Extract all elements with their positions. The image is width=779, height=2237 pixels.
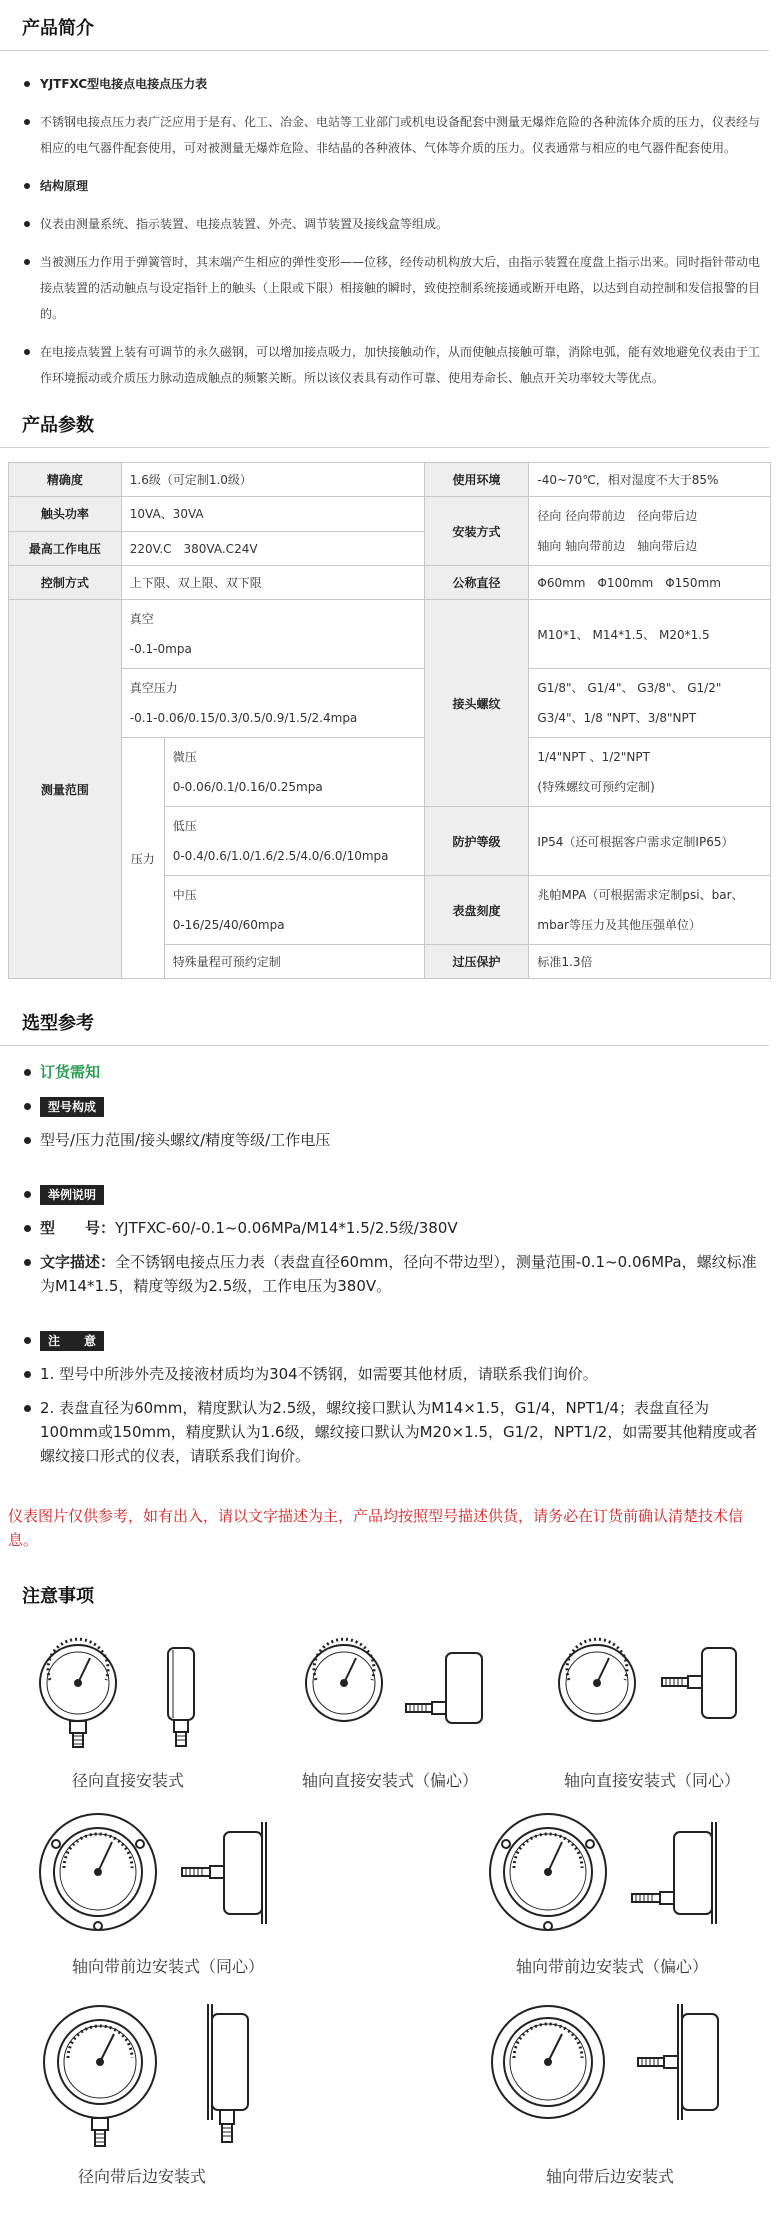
caption-6: 径向带后边安装式 <box>78 2167 207 2186</box>
cell-mount <box>529 497 771 566</box>
intro-model: YJTFXC型电接点电接点压力表 <box>18 71 761 97</box>
cell-env-label: 使用环境 <box>424 463 529 497</box>
note-tag: 注 意 <box>40 1331 104 1351</box>
thread-line-5: (特殊螺纹可预约定制) <box>537 780 655 794</box>
caption-5: 轴向带前边安装式（偏心） <box>516 1957 709 1976</box>
cell-mount-label: 安装方式 <box>424 497 529 566</box>
cell-env: -40~70℃，相对湿度不大于85% <box>529 463 771 497</box>
diagram-radial-rear-flange <box>28 2000 278 2150</box>
cell-contact-label: 触头功率 <box>9 497 122 532</box>
attention-title: 注意事项 <box>22 1586 94 1607</box>
intro-structure: 仪表由测量系统、指示装置、电接点装置、外壳、调节装置及接线盒等组成。 <box>18 211 761 237</box>
cell-compound <box>121 669 424 738</box>
mid-value: 0-16/25/40/60mpa <box>172 918 285 932</box>
caption-1: 径向直接安装式 <box>72 1771 185 1790</box>
diagram-axial-rear-flange <box>478 2000 728 2150</box>
thread-lines-2-3 <box>529 669 771 738</box>
cell-dial-label: 表盘刻度 <box>424 876 529 945</box>
diagram-axial-front-flange-concentric <box>28 1804 278 1944</box>
type-row <box>18 1216 761 1240</box>
thread-line-1: M10*1、 M14*1.5、 M20*1.5 <box>529 600 771 669</box>
cell-accuracy: 1.6级（可定制1.0级） <box>121 463 424 497</box>
caption-7: 轴向带后边安装式 <box>546 2167 675 2186</box>
note-2: 2. 表盘直径为60mm，精度默认为2.5级，螺纹接口默认为M14×1.5，G1/4，NPT1/4；表盘直径为100mm或150mm，精度默认为1.6级，螺纹接口默认为M20×1.5，G1/2，NPT1/2，如需要其他精度或者螺纹接口形式的仪表，请联系我们询价。 <box>18 1396 761 1468</box>
type-label: 型 号： <box>40 1219 116 1237</box>
cell-special: 特殊量程可预约定制 <box>164 945 424 979</box>
intro-list <box>0 51 779 391</box>
intro-magnet: 在电接点装置上装有可调节的永久磁钢，可以增加接点吸力，加快接触动作，从而使触点接触可靠，消除电弧，能有效地避免仪表由于工作环境振动或介质压力脉动造成触点的频繁关断。所以该仪表具有动作可靠、使用寿命长、触点开关功率较大等优点。 <box>18 339 761 391</box>
vacuum-label: 真空 <box>129 612 154 626</box>
caption-2: 轴向直接安装式（偏心） <box>302 1771 479 1790</box>
compound-label: 真空压力 <box>129 681 178 695</box>
cell-contact: 10VA、30VA <box>121 497 424 532</box>
cell-overload-label: 过压保护 <box>424 945 529 979</box>
cell-overload: 标准1.3倍 <box>529 945 771 979</box>
spec-table <box>8 462 771 979</box>
diagram-axial-direct-concentric <box>552 1628 752 1758</box>
cell-micro <box>164 738 424 807</box>
diagram-radial-direct <box>28 1628 228 1758</box>
cell-range-label: 测量范围 <box>9 600 122 979</box>
micro-value: 0-0.06/0.1/0.16/0.25mpa <box>172 780 323 794</box>
model-tag: 型号构成 <box>40 1097 104 1117</box>
cell-accuracy-label: 精确度 <box>9 463 122 497</box>
thread-line-3: G3/4"、1/8 "NPT、3/8"NPT <box>537 711 697 725</box>
desc-value: 全不锈钢电接点压力表（表盘直径60mm，径向不带边型），测量范围-0.1~0.06MPa，螺纹标准为M14*1.5，精度等级为2.5级，工作电压为380V。 <box>40 1253 757 1295</box>
warning-note: 仪表图片仅供参考，如有出入，请以文字描述为主，产品均按照型号描述供货，请务必在订货前确认清楚技术信息。 <box>8 1507 744 1549</box>
dial-line-2: mbar等压力及其他压强单位） <box>537 918 701 932</box>
micro-label: 微压 <box>172 750 197 764</box>
intro-application: 不锈钢电接点压力表广泛应用于是有、化工、冶金、电站等工业部门或机电设备配套中测量无爆炸危险的各种流体介质的压力，仪表经与相应的电气器件配套使用，可对被测量无爆炸危险、非结晶的各种液体、气体等介质的压力。仪表通常与相应的电气器件配套使用。 <box>18 109 761 161</box>
caption-4: 轴向带前边安装式（同心） <box>72 1957 265 1976</box>
mount-radial: 径向 径向带前边 径向带后边 <box>537 509 698 523</box>
diagram-axial-front-flange-eccentric <box>478 1804 728 1944</box>
low-value: 0-0.4/0.6/1.0/1.6/2.5/4.0/6.0/10mpa <box>172 849 389 863</box>
note-1: 1. 型号中所涉外壳及接液材质均为304不锈钢，如需要其他材质，请联系我们询价。 <box>18 1362 761 1386</box>
order-heading: 订货需知 <box>40 1063 101 1081</box>
desc-row <box>18 1250 761 1298</box>
low-label: 低压 <box>172 819 197 833</box>
model-tag-row <box>18 1094 761 1118</box>
caption-3: 轴向直接安装式（同心） <box>564 1771 741 1790</box>
intro-principle: 当被测压力作用于弹簧管时，其末端产生相应的弹性变形——位移，经传动机构放大后，由指示装置在度盘上指示出来。同时指针带动电接点装置的活动触点与设定指针上的触头（上限或下限）相接触的瞬时，致使控制系统接通或断开电路，以达到自动控制和发信报警的目的。 <box>18 249 761 327</box>
params-title: 产品参数 <box>0 403 769 448</box>
cell-voltage: 220V.C 380VA.C24V <box>121 531 424 566</box>
intro-structure-heading: 结构原理 <box>18 173 761 199</box>
thread-line-4: 1/4"NPT 、1/2"NPT <box>537 750 650 764</box>
dial-line-1: 兆帕MPA（可根据需求定制psi、bar、 <box>537 888 744 902</box>
cell-protect-label: 防护等级 <box>424 807 529 876</box>
vacuum-value: -0.1-0mpa <box>129 642 192 656</box>
mounting-diagrams <box>0 1618 779 2237</box>
cell-diameter: Φ60mm Φ100mm Φ150mm <box>529 566 771 600</box>
note-tag-row <box>18 1328 761 1352</box>
intro-title: 产品简介 <box>0 6 769 51</box>
thread-line-2: G1/8"、 G1/4"、 G3/8"、 G1/2" <box>537 681 722 695</box>
cell-dial <box>529 876 771 945</box>
desc-label: 文字描述： <box>40 1253 116 1271</box>
thread-lines-4-5 <box>529 738 771 807</box>
cell-thread-label: 接头螺纹 <box>424 600 529 807</box>
cell-diameter-label: 公称直径 <box>424 566 529 600</box>
example-tag: 举例说明 <box>40 1185 104 1205</box>
cell-mid <box>164 876 424 945</box>
mid-label: 中压 <box>172 888 197 902</box>
diagram-axial-direct-eccentric <box>296 1628 496 1758</box>
example-tag-row <box>18 1182 761 1206</box>
cell-low <box>164 807 424 876</box>
cell-vacuum <box>121 600 424 669</box>
model-text: 型号/压力范围/接头螺纹/精度等级/工作电压 <box>18 1128 761 1152</box>
order-row <box>18 1060 761 1084</box>
selection-section <box>0 1046 779 1468</box>
cell-voltage-label: 最高工作电压 <box>9 531 122 566</box>
cell-control-label: 控制方式 <box>9 566 122 600</box>
cell-control: 上下限、双上限、双下限 <box>121 566 424 600</box>
compound-value: -0.1-0.06/0.15/0.3/0.5/0.9/1.5/2.4mpa <box>129 711 358 725</box>
cell-pressure-label: 压力 <box>121 738 164 979</box>
type-value: YJTFXC-60/-0.1~0.06MPa/M14*1.5/2.5级/380V <box>115 1219 458 1237</box>
cell-protect: IP54（还可根据客户需求定制IP65） <box>529 807 771 876</box>
selection-title: 选型参考 <box>0 1001 769 1046</box>
mount-axial: 轴向 轴向带前边 轴向带后边 <box>537 539 698 553</box>
